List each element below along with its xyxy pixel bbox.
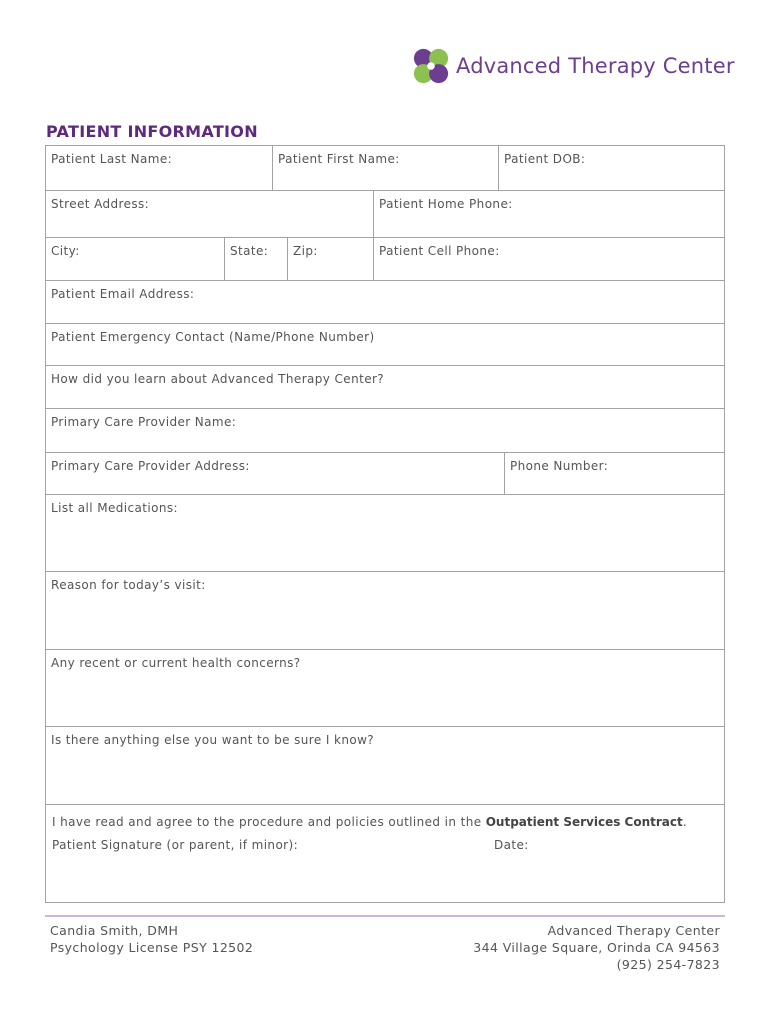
signature-section[interactable]: [45, 804, 725, 903]
center-name: Advanced Therapy Center: [547, 923, 720, 938]
city-label: City:: [51, 244, 80, 258]
street-address-field[interactable]: [45, 190, 374, 238]
brand-name: Advanced Therapy Center: [456, 54, 735, 78]
medications-field[interactable]: [45, 494, 725, 572]
first-name-field[interactable]: [272, 145, 499, 191]
pcp-phone-field[interactable]: [504, 452, 725, 495]
home-phone-label: Patient Home Phone:: [379, 197, 513, 211]
provider-license: Psychology License PSY 12502: [50, 940, 254, 955]
center-phone: (925) 254-7823: [616, 957, 720, 972]
dob-field[interactable]: [498, 145, 725, 191]
pcp-name-label: Primary Care Provider Name:: [51, 415, 237, 429]
email-field[interactable]: [45, 280, 725, 324]
email-label: Patient Email Address:: [51, 287, 195, 301]
health-concerns-field[interactable]: [45, 649, 725, 727]
patient-information-form: [45, 145, 725, 903]
brand-logo: [412, 46, 735, 86]
pcp-address-label: Primary Care Provider Address:: [51, 459, 250, 473]
zip-field[interactable]: [287, 237, 374, 281]
agreement-period: .: [682, 815, 687, 829]
city-field[interactable]: [45, 237, 225, 281]
dob-label: Patient DOB:: [504, 152, 586, 166]
referral-source-field[interactable]: [45, 365, 725, 409]
emergency-contact-label: Patient Emergency Contact (Name/Phone Number): [51, 330, 375, 344]
contract-link[interactable]: Outpatient Services Contract: [485, 815, 683, 829]
cell-phone-label: Patient Cell Phone:: [379, 244, 500, 258]
additional-info-label: Is there anything else you want to be sure I know?: [51, 733, 375, 747]
referral-source-label: How did you learn about Advanced Therapy Center?: [51, 372, 385, 386]
last-name-field[interactable]: [45, 145, 273, 191]
home-phone-field[interactable]: [373, 190, 725, 238]
provider-name: Candia Smith, DMH: [50, 923, 179, 938]
visit-reason-label: Reason for today’s visit:: [51, 578, 206, 592]
clover-logo-icon: [412, 47, 450, 85]
first-name-label: Patient First Name:: [278, 152, 400, 166]
center-address: 344 Village Square, Orinda CA 94563: [473, 940, 720, 955]
center-contact: [473, 922, 720, 973]
state-field[interactable]: [224, 237, 288, 281]
pcp-address-field[interactable]: [45, 452, 505, 495]
zip-label: Zip:: [293, 244, 318, 258]
health-concerns-label: Any recent or current health concerns?: [51, 656, 301, 670]
agreement-statement: [52, 815, 687, 829]
date-label: Date:: [494, 838, 529, 852]
pcp-name-field[interactable]: [45, 408, 725, 453]
additional-info-field[interactable]: [45, 726, 725, 805]
footer-divider: [45, 915, 725, 917]
signature-label: Patient Signature (or parent, if minor):: [52, 838, 299, 852]
agreement-text: I have read and agree to the procedure and policies outlined in the: [52, 815, 486, 829]
provider-info: [50, 922, 253, 956]
medications-label: List all Medications:: [51, 501, 178, 515]
section-title: PATIENT INFORMATION: [46, 122, 258, 141]
cell-phone-field[interactable]: [373, 237, 725, 281]
last-name-label: Patient Last Name:: [51, 152, 173, 166]
state-label: State:: [230, 244, 269, 258]
visit-reason-field[interactable]: [45, 571, 725, 650]
street-address-label: Street Address:: [51, 197, 150, 211]
emergency-contact-field[interactable]: [45, 323, 725, 366]
pcp-phone-label: Phone Number:: [510, 459, 609, 473]
